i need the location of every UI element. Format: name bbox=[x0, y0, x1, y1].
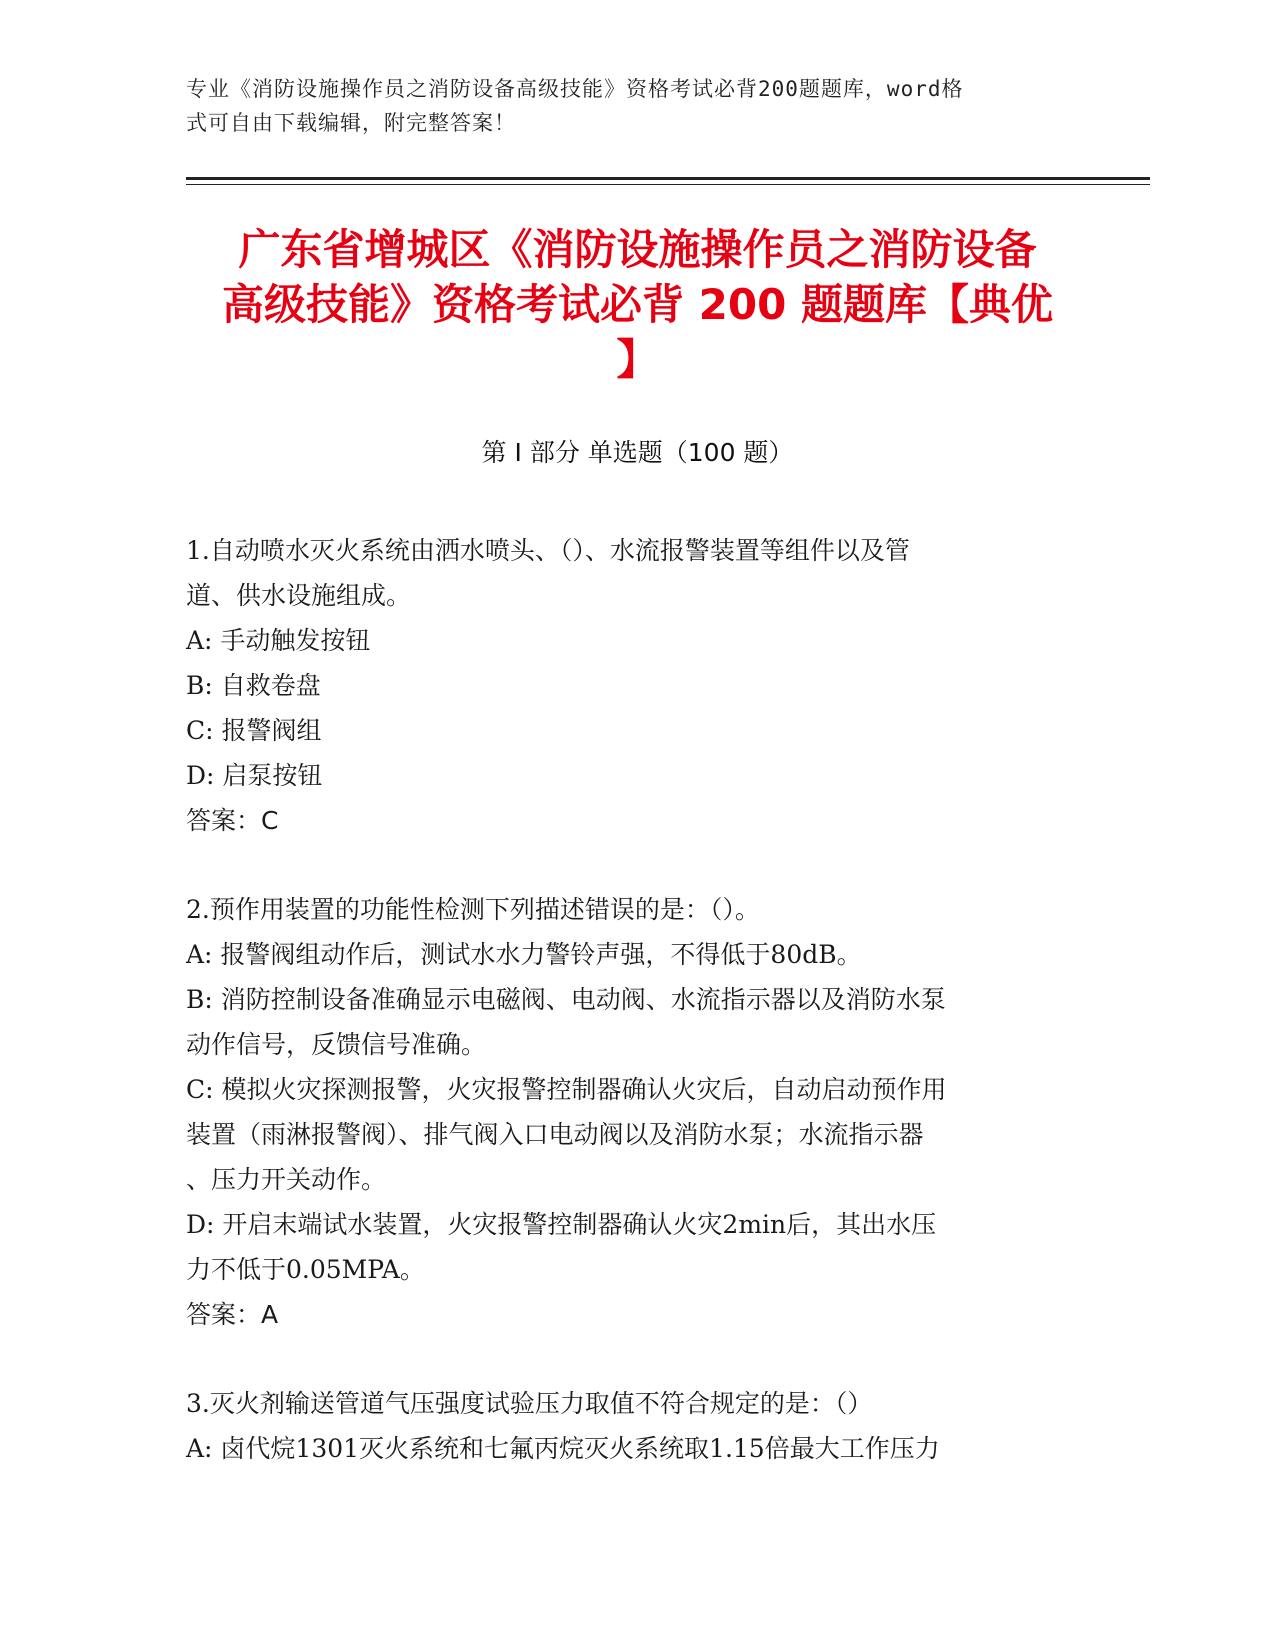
question-stem: 3.灭火剂输送管道气压强度试验压力取值不符合规定的是：（） bbox=[186, 1389, 873, 1418]
option-d: D: 启泵按钮 bbox=[186, 761, 323, 790]
option-c: C: 报警阀组 bbox=[186, 716, 322, 745]
intro-text bbox=[186, 72, 1066, 140]
option-a: A: 卤代烷1301灭火系统和七氟丙烷灭火系统取1.15倍最大工作压力 bbox=[186, 1434, 940, 1463]
question-stem: 道、供水设施组成。 bbox=[186, 581, 412, 610]
option-b-cont: 动作信号，反馈信号准确。 bbox=[186, 1030, 487, 1059]
option-b: B: 消防控制设备准确显示电磁阀、电动阀、水流指示器以及消防水泵 bbox=[186, 985, 946, 1014]
intro-line: 专业《消防设施操作员之消防设备高级技能》资格考试必背200题题库，word格 bbox=[186, 77, 964, 101]
option-a: A: 报警阀组动作后，测试水水力警铃声强，不得低于80dB。 bbox=[186, 940, 862, 969]
question-list bbox=[186, 528, 1066, 1515]
option-c: C: 模拟火灾探测报警，火灾报警控制器确认火灾后，自动启动预作用 bbox=[186, 1075, 947, 1104]
section-heading: 第 I 部分 单选题（100 题） bbox=[481, 438, 794, 467]
question-item bbox=[186, 528, 1066, 843]
option-d: D: 开启末端试水装置，火灾报警控制器确认火灾2min后，其出水压 bbox=[186, 1210, 937, 1239]
question-stem: 1.自动喷水灭火系统由洒水喷头、（）、水流报警装置等组件以及管 bbox=[186, 536, 910, 565]
title-line: 】 bbox=[616, 335, 659, 384]
document-title bbox=[150, 222, 1125, 387]
intro-line: 式可自由下载编辑，附完整答案！ bbox=[186, 111, 516, 135]
title-line: 高级技能》资格考试必背 200 题题库【典优 bbox=[222, 280, 1053, 329]
title-line: 广东省增城区《消防设施操作员之消防设备 bbox=[238, 225, 1037, 274]
option-c-cont: 、压力开关动作。 bbox=[186, 1165, 387, 1194]
header-divider bbox=[186, 177, 1150, 180]
option-a: A: 手动触发按钮 bbox=[186, 626, 371, 655]
question-item bbox=[186, 1381, 1066, 1471]
question-item bbox=[186, 887, 1066, 1337]
answer-text: 答案：C bbox=[186, 806, 279, 835]
option-b: B: 自救卷盘 bbox=[186, 671, 321, 700]
option-d-cont: 力不低于0.05MPA。 bbox=[186, 1255, 425, 1284]
option-c-cont: 装置（雨淋报警阀）、排气阀入口电动阀以及消防水泵；水流指示器 bbox=[186, 1120, 924, 1149]
question-stem: 2.预作用装置的功能性检测下列描述错误的是：（）。 bbox=[186, 895, 760, 924]
answer-text: 答案：A bbox=[186, 1300, 279, 1329]
header-divider-thin bbox=[186, 184, 1150, 185]
